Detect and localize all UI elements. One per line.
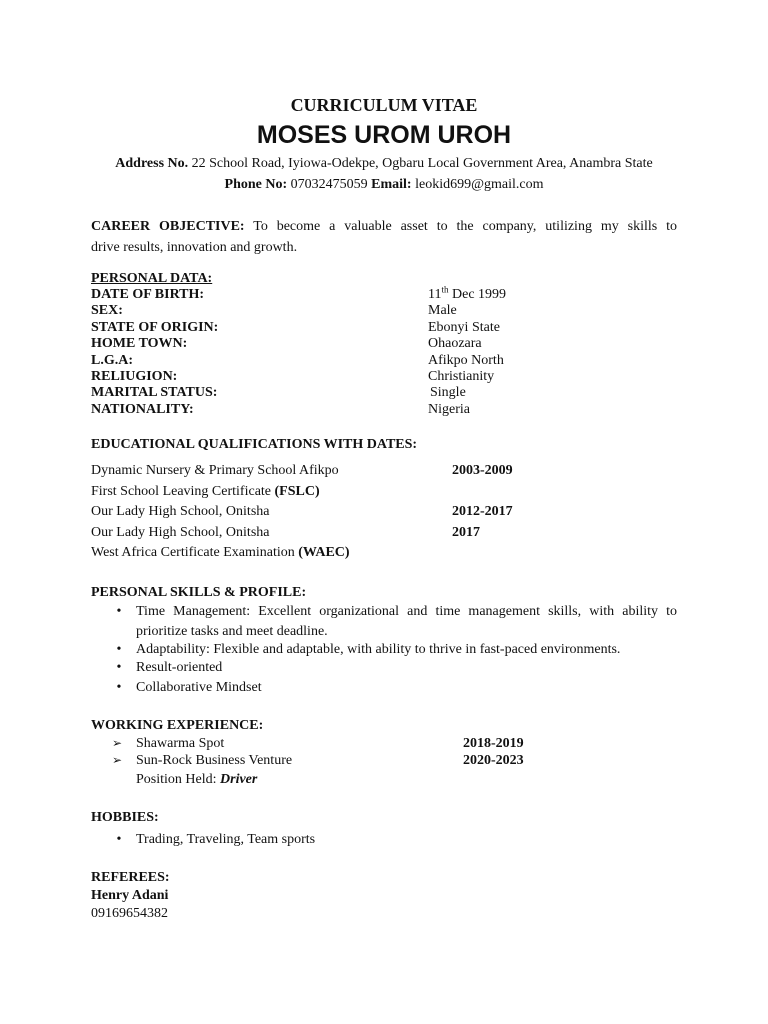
work-item-1: Shawarma Spot xyxy=(136,736,225,751)
referees-heading: REFEREES: xyxy=(91,870,170,885)
personal-label-nationality: NATIONALITY: xyxy=(91,402,194,417)
bullet-icon: • xyxy=(116,660,122,675)
phone-label: Phone No: xyxy=(224,177,288,192)
address-label: Address No. xyxy=(115,156,189,171)
phone-value: 07032475059 xyxy=(290,177,368,192)
work-heading: WORKING EXPERIENCE: xyxy=(91,718,264,733)
bullet-icon: • xyxy=(116,604,122,619)
personal-value-religion: Christianity xyxy=(428,369,495,384)
email-label: Email: xyxy=(371,177,412,192)
personal-label-dob: DATE OF BIRTH: xyxy=(91,287,205,302)
email-value: leokid699@gmail.com xyxy=(415,177,544,192)
education-item-1: Dynamic Nursery & Primary School Afikpo xyxy=(91,463,339,478)
skill-item-4: Collaborative Mindset xyxy=(136,680,262,695)
personal-value-marital: Single xyxy=(430,385,466,400)
education-date-1: 2003-2009 xyxy=(452,463,513,478)
work-date-2: 2020-2023 xyxy=(463,753,524,768)
education-item-3: Our Lady High School, Onitsha xyxy=(91,504,270,519)
hobbies-heading: HOBBIES: xyxy=(91,810,159,825)
address-line xyxy=(0,155,768,172)
skills-heading: PERSONAL SKILLS & PROFILE: xyxy=(91,585,307,600)
education-heading: EDUCATIONAL QUALIFICATIONS WITH DATES: xyxy=(91,437,418,452)
personal-label-hometown: HOME TOWN: xyxy=(91,336,188,351)
contact-line xyxy=(0,176,768,193)
arrow-bullet-icon: ➢ xyxy=(112,753,123,767)
personal-data-heading: PERSONAL DATA: xyxy=(91,271,213,286)
personal-label-state: STATE OF ORIGIN: xyxy=(91,320,219,335)
personal-value-lga: Afikpo North xyxy=(428,353,504,368)
position-held: Position Held: Driver xyxy=(136,772,258,787)
personal-value-state: Ebonyi State xyxy=(428,320,500,335)
referee-name: Henry Adani xyxy=(91,888,169,903)
personal-label-marital: MARITAL STATUS: xyxy=(91,385,218,400)
bullet-icon: • xyxy=(116,680,122,695)
cv-title: CURRICULUM VITAE xyxy=(290,95,478,115)
personal-value-dob: 11th Dec 1999 xyxy=(428,284,507,302)
personal-label-lga: L.G.A: xyxy=(91,353,133,368)
personal-value-sex: Male xyxy=(428,303,457,318)
skill-item-1: Time Management: Excellent organizational and time management skills, with ability to xyxy=(136,604,677,619)
education-date-3: 2012-2017 xyxy=(452,504,513,519)
education-date-4: 2017 xyxy=(452,525,480,540)
skill-item-1-cont: prioritize tasks and meet deadline. xyxy=(136,624,328,639)
personal-label-religion: RELIUGION: xyxy=(91,369,178,384)
career-objective-line1 xyxy=(91,218,677,235)
work-item-2: Sun-Rock Business Venture xyxy=(136,753,293,768)
skill-item-2: Adaptability: Flexible and adaptable, with ability to thrive in fast-paced environments. xyxy=(136,642,621,657)
bullet-icon: • xyxy=(116,642,122,657)
education-item-4: Our Lady High School, Onitsha xyxy=(91,525,270,540)
career-objective-label: CAREER OBJECTIVE: xyxy=(91,219,245,234)
career-objective-text-2: drive results, innovation and growth. xyxy=(91,240,298,255)
hobbies-item: Trading, Traveling, Team sports xyxy=(136,832,316,847)
address-value: 22 School Road, Iyiowa-Odekpe, Ogbaru Local Government Area, Anambra State xyxy=(191,156,653,171)
arrow-bullet-icon: ➢ xyxy=(112,736,123,750)
education-item-5: West Africa Certificate Examination (WAEC) xyxy=(91,545,350,560)
personal-value-hometown: Ohaozara xyxy=(428,336,482,351)
bullet-icon: • xyxy=(116,832,122,847)
skill-item-3: Result-oriented xyxy=(136,660,223,675)
work-date-1: 2018-2019 xyxy=(463,736,524,751)
personal-value-nationality: Nigeria xyxy=(428,402,470,417)
education-item-2: First School Leaving Certificate (FSLC) xyxy=(91,484,320,499)
career-objective-text-1: To become a valuable asset to the company, utilizing my skills to xyxy=(253,219,677,234)
personal-label-sex: SEX: xyxy=(91,303,123,318)
applicant-name: MOSES UROM UROH xyxy=(256,121,512,149)
referee-phone: 09169654382 xyxy=(91,906,168,921)
